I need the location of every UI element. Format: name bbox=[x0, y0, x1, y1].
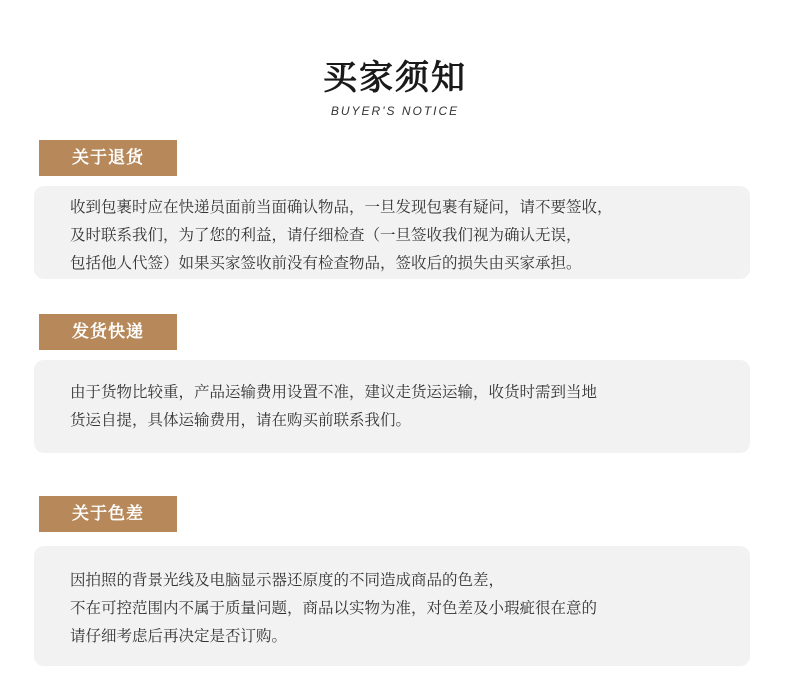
section-box-returns bbox=[34, 186, 750, 279]
notice-line: 货运自提，具体运输费用，请在购买前联系我们。 bbox=[70, 411, 412, 429]
section-tag-color-difference: 关于色差 bbox=[39, 496, 177, 532]
notice-line: 包括他人代签）如果买家签收前没有检查物品，签收后的损失由买家承担。 bbox=[70, 254, 582, 272]
section-box-shipping bbox=[34, 360, 750, 453]
notice-line: 及时联系我们，为了您的利益，请仔细检查（一旦签收我们视为确认无误， bbox=[70, 226, 582, 244]
notice-line: 请仔细考虑后再决定是否订购。 bbox=[70, 627, 288, 645]
page-title: 买家须知 bbox=[323, 58, 467, 98]
notice-line: 不在可控范围内不属于质量问题，商品以实物为准，对色差及小瑕疵很在意的 bbox=[70, 599, 598, 617]
section-box-color-difference bbox=[34, 546, 750, 666]
section-tag-returns: 关于退货 bbox=[39, 140, 177, 176]
notice-line: 收到包裹时应在快递员面前当面确认物品，一旦发现包裹有疑问，请不要签收， bbox=[70, 198, 613, 216]
notice-line: 因拍照的背景光线及电脑显示器还原度的不同造成商品的色差， bbox=[70, 571, 505, 589]
section-tag-shipping: 发货快递 bbox=[39, 314, 177, 350]
page-subtitle: BUYER'S NOTICE bbox=[330, 104, 460, 118]
notice-line: 由于货物比较重，产品运输费用设置不准，建议走货运运输，收货时需到当地 bbox=[70, 383, 598, 401]
